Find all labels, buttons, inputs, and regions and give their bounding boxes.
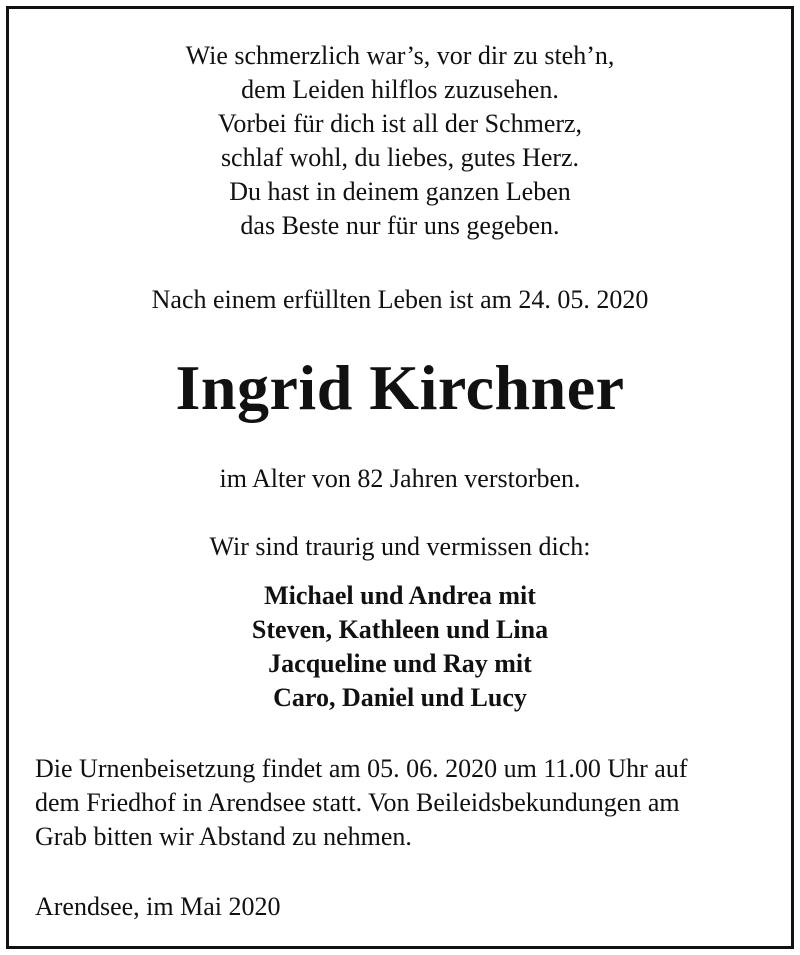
place-date: Arendsee, im Mai 2020 xyxy=(35,892,281,921)
death-date-intro: Nach einem erfüllten Leben ist am 24. 05. 2020 xyxy=(151,285,649,314)
family-line: Caro, Daniel und Lucy xyxy=(273,683,527,712)
family-line: Steven, Kathleen und Lina xyxy=(251,615,549,644)
deceased-name: Ingrid Kirchner xyxy=(175,352,625,423)
burial-info xyxy=(35,752,688,854)
poem-line: Vorbei für dich ist all der Schmerz, xyxy=(217,109,583,138)
obituary-notice xyxy=(6,6,794,949)
family-line: Jacqueline und Ray mit xyxy=(268,649,532,678)
poem-line: Du hast in deinem ganzen Leben xyxy=(229,177,571,206)
burial-line: dem Friedhof in Arendsee statt. Von Beileidsbekundungen am xyxy=(35,788,680,817)
family-line: Michael und Andrea mit xyxy=(264,581,536,610)
poem-line: Wie schmerzlich war’s, vor dir zu steh’n, xyxy=(185,41,615,70)
burial-line: Die Urnenbeisetzung findet am 05. 06. 2020 um 11.00 Uhr auf xyxy=(35,754,688,783)
memorial-poem xyxy=(9,39,791,243)
age-line: im Alter von 82 Jahren verstorben. xyxy=(219,464,581,493)
mourning-line: Wir sind traurig und vermissen dich: xyxy=(209,532,591,561)
poem-line: dem Leiden hilflos zuzusehen. xyxy=(241,75,559,104)
poem-line: das Beste nur für uns gegeben. xyxy=(240,211,560,240)
burial-line: Grab bitten wir Abstand zu nehmen. xyxy=(35,822,412,851)
family-list xyxy=(9,579,791,715)
poem-line: schlaf wohl, du liebes, gutes Herz. xyxy=(220,143,580,172)
